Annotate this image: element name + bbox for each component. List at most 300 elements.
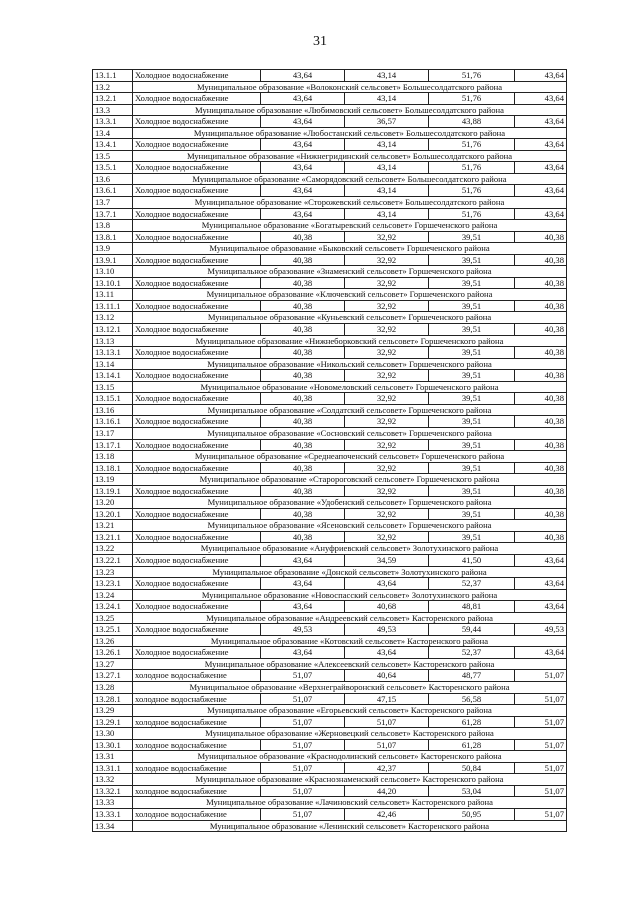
- value-cell-3: 39,51: [429, 440, 515, 452]
- value-cell-2: 32,92: [345, 347, 429, 359]
- value-cell-4: 40,38: [515, 532, 567, 544]
- table-section-row: [93, 266, 567, 278]
- value-cell-4: 51,07: [515, 786, 567, 798]
- value-cell-3: 39,51: [429, 370, 515, 382]
- row-number-cell: 13.22: [93, 543, 133, 555]
- value-cell-4: 40,38: [515, 440, 567, 452]
- table-section-row: [93, 613, 567, 625]
- table-section-row: [93, 728, 567, 740]
- table-row: [93, 717, 567, 729]
- value-cell-4: 51,07: [515, 763, 567, 775]
- municipality-title-cell: Муниципальное образование «Краснодолинский сельсовет» Касторенского района: [133, 751, 567, 763]
- value-cell-4: 43,64: [515, 209, 567, 221]
- value-cell-3: 61,28: [429, 740, 515, 752]
- municipality-title-cell: Муниципальное образование «Любимовский сельсовет» Большесолдатского района: [133, 105, 567, 117]
- service-name-cell: холодное водоснабжение: [133, 694, 261, 706]
- value-cell-2: 43,64: [345, 647, 429, 659]
- value-cell-3: 52,37: [429, 647, 515, 659]
- municipality-title-cell: Муниципальное образование «Егорьевский сельсовет» Касторенского района: [133, 705, 567, 717]
- value-cell-1: 40,38: [261, 393, 345, 405]
- service-name-cell: Холодное водоснабжение: [133, 601, 261, 613]
- value-cell-4: 49,53: [515, 624, 567, 636]
- value-cell-2: 32,92: [345, 255, 429, 267]
- municipality-title-cell: Муниципальное образование «Котовский сельсовет» Касторенского района: [133, 636, 567, 648]
- service-name-cell: Холодное водоснабжение: [133, 162, 261, 174]
- value-cell-3: 50,95: [429, 809, 515, 821]
- service-name-cell: Холодное водоснабжение: [133, 209, 261, 221]
- table-row: [93, 694, 567, 706]
- value-cell-4: 43,64: [515, 647, 567, 659]
- value-cell-2: 42,37: [345, 763, 429, 775]
- value-cell-3: 41,50: [429, 555, 515, 567]
- table-section-row: [93, 428, 567, 440]
- value-cell-2: 43,14: [345, 139, 429, 151]
- row-number-cell: 13.23.1: [93, 578, 133, 590]
- row-number-cell: 13.13: [93, 336, 133, 348]
- table-row: [93, 463, 567, 475]
- value-cell-4: 43,64: [515, 139, 567, 151]
- value-cell-4: 51,07: [515, 740, 567, 752]
- value-cell-1: 40,38: [261, 440, 345, 452]
- table-section-row: [93, 497, 567, 509]
- value-cell-1: 40,38: [261, 463, 345, 475]
- service-name-cell: Холодное водоснабжение: [133, 232, 261, 244]
- table-row: [93, 624, 567, 636]
- table-row: [93, 647, 567, 659]
- municipality-title-cell: Муниципальное образование «Ключевский сельсовет» Горшеченского района: [133, 289, 567, 301]
- value-cell-4: 43,64: [515, 555, 567, 567]
- row-number-cell: 13.26: [93, 636, 133, 648]
- service-name-cell: Холодное водоснабжение: [133, 116, 261, 128]
- table-section-row: [93, 705, 567, 717]
- row-number-cell: 13.14.1: [93, 370, 133, 382]
- service-name-cell: Холодное водоснабжение: [133, 324, 261, 336]
- value-cell-2: 32,92: [345, 370, 429, 382]
- value-cell-3: 61,28: [429, 717, 515, 729]
- value-cell-4: 40,38: [515, 324, 567, 336]
- table-row: [93, 532, 567, 544]
- value-cell-1: 51,07: [261, 694, 345, 706]
- value-cell-4: 43,64: [515, 70, 567, 82]
- municipality-title-cell: Муниципальное образование «Любостанский сельсовет» Большесолдатского района: [133, 128, 567, 140]
- value-cell-2: 49,53: [345, 624, 429, 636]
- row-number-cell: 13.24.1: [93, 601, 133, 613]
- table-section-row: [93, 151, 567, 163]
- value-cell-2: 42,46: [345, 809, 429, 821]
- service-name-cell: Холодное водоснабжение: [133, 578, 261, 590]
- table-section-row: [93, 312, 567, 324]
- service-name-cell: холодное водоснабжение: [133, 740, 261, 752]
- row-number-cell: 13.12: [93, 312, 133, 324]
- value-cell-3: 39,51: [429, 278, 515, 290]
- tariff-table: [92, 69, 567, 832]
- row-number-cell: 13.19.1: [93, 486, 133, 498]
- value-cell-1: 43,64: [261, 116, 345, 128]
- value-cell-1: 49,53: [261, 624, 345, 636]
- row-number-cell: 13.5.1: [93, 162, 133, 174]
- row-number-cell: 13.15: [93, 382, 133, 394]
- value-cell-4: 43,64: [515, 601, 567, 613]
- municipality-title-cell: Муниципальное образование «Верхнеграйворонский сельсовет» Касторенского района: [133, 682, 567, 694]
- municipality-title-cell: Муниципальное образование «Ануфриевский сельсовет» Золотухинского района: [133, 543, 567, 555]
- value-cell-3: 50,84: [429, 763, 515, 775]
- table-row: [93, 93, 567, 105]
- row-number-cell: 13.21.1: [93, 532, 133, 544]
- table-row: [93, 763, 567, 775]
- value-cell-2: 44,20: [345, 786, 429, 798]
- service-name-cell: холодное водоснабжение: [133, 786, 261, 798]
- municipality-title-cell: Муниципальное образование «Алексеевский сельсовет» Касторенского района: [133, 659, 567, 671]
- municipality-title-cell: Муниципальное образование «Волоконский сельсовет» Большесолдатского района: [133, 82, 567, 94]
- table-section-row: [93, 197, 567, 209]
- row-number-cell: 13.17.1: [93, 440, 133, 452]
- row-number-cell: 13.2.1: [93, 93, 133, 105]
- table-section-row: [93, 336, 567, 348]
- value-cell-4: 51,07: [515, 717, 567, 729]
- value-cell-2: 43,14: [345, 162, 429, 174]
- row-number-cell: 13.33.1: [93, 809, 133, 821]
- row-number-cell: 13.5: [93, 151, 133, 163]
- table-row: [93, 555, 567, 567]
- row-number-cell: 13.4: [93, 128, 133, 140]
- value-cell-4: 40,38: [515, 509, 567, 521]
- row-number-cell: 13.8.1: [93, 232, 133, 244]
- value-cell-2: 32,92: [345, 532, 429, 544]
- value-cell-3: 51,76: [429, 139, 515, 151]
- row-number-cell: 13.29.1: [93, 717, 133, 729]
- value-cell-1: 40,38: [261, 278, 345, 290]
- municipality-title-cell: Муниципальное образование «Новоспасский сельсовет» Золотухинского района: [133, 590, 567, 602]
- value-cell-3: 51,76: [429, 70, 515, 82]
- value-cell-1: 43,64: [261, 139, 345, 151]
- value-cell-3: 39,51: [429, 532, 515, 544]
- value-cell-3: 52,37: [429, 578, 515, 590]
- row-number-cell: 13.12.1: [93, 324, 133, 336]
- service-name-cell: Холодное водоснабжение: [133, 370, 261, 382]
- value-cell-1: 43,64: [261, 185, 345, 197]
- row-number-cell: 13.25: [93, 613, 133, 625]
- table-row: [93, 786, 567, 798]
- row-number-cell: 13.6.1: [93, 185, 133, 197]
- value-cell-4: 43,64: [515, 578, 567, 590]
- value-cell-2: 32,92: [345, 509, 429, 521]
- service-name-cell: Холодное водоснабжение: [133, 463, 261, 475]
- row-number-cell: 13.26.1: [93, 647, 133, 659]
- value-cell-2: 40,64: [345, 670, 429, 682]
- value-cell-1: 43,64: [261, 93, 345, 105]
- table-row: [93, 209, 567, 221]
- row-number-cell: 13.34: [93, 821, 133, 833]
- table-section-row: [93, 105, 567, 117]
- value-cell-2: 32,92: [345, 440, 429, 452]
- row-number-cell: 13.19: [93, 474, 133, 486]
- table-section-row: [93, 82, 567, 94]
- row-number-cell: 13.27: [93, 659, 133, 671]
- row-number-cell: 13.25.1: [93, 624, 133, 636]
- service-name-cell: Холодное водоснабжение: [133, 255, 261, 267]
- value-cell-1: 40,38: [261, 324, 345, 336]
- value-cell-2: 43,14: [345, 70, 429, 82]
- value-cell-4: 40,38: [515, 416, 567, 428]
- table-section-row: [93, 128, 567, 140]
- table-row: [93, 347, 567, 359]
- table-section-row: [93, 289, 567, 301]
- service-name-cell: холодное водоснабжение: [133, 670, 261, 682]
- value-cell-2: 32,92: [345, 232, 429, 244]
- row-number-cell: 13.8: [93, 220, 133, 232]
- service-name-cell: холодное водоснабжение: [133, 809, 261, 821]
- value-cell-4: 40,38: [515, 486, 567, 498]
- municipality-title-cell: Муниципальное образование «Сосновский сельсовет» Горшеченского района: [133, 428, 567, 440]
- table-section-row: [93, 659, 567, 671]
- row-number-cell: 13.24: [93, 590, 133, 602]
- value-cell-3: 56,58: [429, 694, 515, 706]
- value-cell-3: 51,76: [429, 209, 515, 221]
- value-cell-1: 43,64: [261, 162, 345, 174]
- value-cell-1: 51,07: [261, 740, 345, 752]
- value-cell-2: 34,59: [345, 555, 429, 567]
- row-number-cell: 13.9: [93, 243, 133, 255]
- value-cell-1: 40,38: [261, 301, 345, 313]
- value-cell-4: 40,38: [515, 463, 567, 475]
- value-cell-2: 32,92: [345, 324, 429, 336]
- municipality-title-cell: Муниципальное образование «Краснознаменский сельсовет» Касторенского района: [133, 774, 567, 786]
- table-row: [93, 185, 567, 197]
- row-number-cell: 13.20: [93, 497, 133, 509]
- value-cell-3: 51,76: [429, 162, 515, 174]
- value-cell-3: 59,44: [429, 624, 515, 636]
- value-cell-1: 40,38: [261, 255, 345, 267]
- value-cell-1: 43,64: [261, 647, 345, 659]
- service-name-cell: Холодное водоснабжение: [133, 93, 261, 105]
- value-cell-1: 40,38: [261, 532, 345, 544]
- municipality-title-cell: Муниципальное образование «Андреевский сельсовет» Касторенского района: [133, 613, 567, 625]
- row-number-cell: 13.32: [93, 774, 133, 786]
- municipality-title-cell: Муниципальное образование «Донской сельсовет» Золотухинского района: [133, 567, 567, 579]
- row-number-cell: 13.30: [93, 728, 133, 740]
- row-number-cell: 13.10: [93, 266, 133, 278]
- row-number-cell: 13.22.1: [93, 555, 133, 567]
- table-row: [93, 740, 567, 752]
- municipality-title-cell: Муниципальное образование «Солдатский сельсовет» Горшеченского района: [133, 405, 567, 417]
- value-cell-2: 32,92: [345, 416, 429, 428]
- table-section-row: [93, 474, 567, 486]
- value-cell-4: 40,38: [515, 370, 567, 382]
- service-name-cell: Холодное водоснабжение: [133, 509, 261, 521]
- municipality-title-cell: Муниципальное образование «Саморядовский сельсовет» Большесолдатского района: [133, 174, 567, 186]
- table-row: [93, 255, 567, 267]
- value-cell-2: 32,92: [345, 463, 429, 475]
- service-name-cell: Холодное водоснабжение: [133, 647, 261, 659]
- row-number-cell: 13.27.1: [93, 670, 133, 682]
- service-name-cell: Холодное водоснабжение: [133, 139, 261, 151]
- table-row: [93, 809, 567, 821]
- value-cell-1: 51,07: [261, 786, 345, 798]
- table-row: [93, 370, 567, 382]
- table-row: [93, 509, 567, 521]
- value-cell-2: 43,64: [345, 578, 429, 590]
- value-cell-2: 43,14: [345, 185, 429, 197]
- row-number-cell: 13.23: [93, 567, 133, 579]
- value-cell-3: 39,51: [429, 486, 515, 498]
- row-number-cell: 13.1.1: [93, 70, 133, 82]
- row-number-cell: 13.7.1: [93, 209, 133, 221]
- value-cell-2: 32,92: [345, 486, 429, 498]
- row-number-cell: 13.16: [93, 405, 133, 417]
- row-number-cell: 13.9.1: [93, 255, 133, 267]
- row-number-cell: 13.33: [93, 797, 133, 809]
- value-cell-2: 32,92: [345, 393, 429, 405]
- row-number-cell: 13.31: [93, 751, 133, 763]
- value-cell-1: 40,38: [261, 232, 345, 244]
- service-name-cell: холодное водоснабжение: [133, 763, 261, 775]
- value-cell-2: 51,07: [345, 740, 429, 752]
- value-cell-3: 39,51: [429, 416, 515, 428]
- municipality-title-cell: Муниципальное образование «Лачиновский сельсовет» Касторенского района: [133, 797, 567, 809]
- value-cell-1: 43,64: [261, 70, 345, 82]
- row-number-cell: 13.15.1: [93, 393, 133, 405]
- table-section-row: [93, 567, 567, 579]
- table-row: [93, 324, 567, 336]
- value-cell-1: 51,07: [261, 809, 345, 821]
- value-cell-2: 36,57: [345, 116, 429, 128]
- value-cell-1: 40,38: [261, 347, 345, 359]
- value-cell-3: 39,51: [429, 232, 515, 244]
- value-cell-4: 51,07: [515, 809, 567, 821]
- value-cell-3: 39,51: [429, 509, 515, 521]
- row-number-cell: 13.17: [93, 428, 133, 440]
- value-cell-4: 43,64: [515, 116, 567, 128]
- row-number-cell: 13.6: [93, 174, 133, 186]
- value-cell-3: 39,51: [429, 255, 515, 267]
- row-number-cell: 13.28: [93, 682, 133, 694]
- value-cell-1: 43,64: [261, 578, 345, 590]
- table-section-row: [93, 220, 567, 232]
- municipality-title-cell: Муниципальное образование «Нижнегридинский сельсовет» Большесолдатского района: [133, 151, 567, 163]
- value-cell-4: 43,64: [515, 185, 567, 197]
- value-cell-4: 51,07: [515, 694, 567, 706]
- service-name-cell: Холодное водоснабжение: [133, 278, 261, 290]
- value-cell-3: 48,77: [429, 670, 515, 682]
- table-row: [93, 232, 567, 244]
- municipality-title-cell: Муниципальное образование «Сторожевский сельсовет» Большесолдатского района: [133, 197, 567, 209]
- row-number-cell: 13.3: [93, 105, 133, 117]
- value-cell-2: 43,14: [345, 209, 429, 221]
- municipality-title-cell: Муниципальное образование «Новомеловский сельсовет» Горшеченского района: [133, 382, 567, 394]
- service-name-cell: холодное водоснабжение: [133, 717, 261, 729]
- table-row: [93, 301, 567, 313]
- row-number-cell: 13.7: [93, 197, 133, 209]
- value-cell-1: 40,38: [261, 416, 345, 428]
- table-row: [93, 139, 567, 151]
- value-cell-2: 43,14: [345, 93, 429, 105]
- value-cell-3: 51,76: [429, 185, 515, 197]
- row-number-cell: 13.11.1: [93, 301, 133, 313]
- value-cell-1: 40,38: [261, 370, 345, 382]
- value-cell-2: 40,68: [345, 601, 429, 613]
- table-row: [93, 70, 567, 82]
- value-cell-4: 40,38: [515, 278, 567, 290]
- table-row: [93, 486, 567, 498]
- row-number-cell: 13.13.1: [93, 347, 133, 359]
- value-cell-1: 40,38: [261, 509, 345, 521]
- row-number-cell: 13.18: [93, 451, 133, 463]
- table-row: [93, 416, 567, 428]
- table-row: [93, 670, 567, 682]
- row-number-cell: 13.3.1: [93, 116, 133, 128]
- row-number-cell: 13.21: [93, 520, 133, 532]
- municipality-title-cell: Муниципальное образование «Куньевский сельсовет» Горшеченского района: [133, 312, 567, 324]
- value-cell-2: 47,15: [345, 694, 429, 706]
- value-cell-4: 40,38: [515, 301, 567, 313]
- service-name-cell: Холодное водоснабжение: [133, 70, 261, 82]
- value-cell-3: 39,51: [429, 324, 515, 336]
- municipality-title-cell: Муниципальное образование «Ленинский сельсовет» Касторенского района: [133, 821, 567, 833]
- row-number-cell: 13.10.1: [93, 278, 133, 290]
- value-cell-3: 39,51: [429, 463, 515, 475]
- municipality-title-cell: Муниципальное образование «Жерновецкий сельсовет» Касторенского района: [133, 728, 567, 740]
- value-cell-4: 43,64: [515, 162, 567, 174]
- service-name-cell: Холодное водоснабжение: [133, 301, 261, 313]
- table-row: [93, 578, 567, 590]
- table-section-row: [93, 636, 567, 648]
- value-cell-4: 40,38: [515, 393, 567, 405]
- row-number-cell: 13.31.1: [93, 763, 133, 775]
- municipality-title-cell: Муниципальное образование «Быковский сельсовет» Горшеченского района: [133, 243, 567, 255]
- table-section-row: [93, 774, 567, 786]
- value-cell-4: 40,38: [515, 347, 567, 359]
- value-cell-1: 43,64: [261, 209, 345, 221]
- value-cell-3: 39,51: [429, 393, 515, 405]
- table-section-row: [93, 382, 567, 394]
- value-cell-1: 40,38: [261, 486, 345, 498]
- municipality-title-cell: Муниципальное образование «Удобенский сельсовет» Горшеченского района: [133, 497, 567, 509]
- value-cell-1: 51,07: [261, 763, 345, 775]
- table-row: [93, 116, 567, 128]
- table-section-row: [93, 405, 567, 417]
- row-number-cell: 13.2: [93, 82, 133, 94]
- table-section-row: [93, 520, 567, 532]
- table-section-row: [93, 359, 567, 371]
- value-cell-3: 53,04: [429, 786, 515, 798]
- row-number-cell: 13.29: [93, 705, 133, 717]
- table-row: [93, 162, 567, 174]
- row-number-cell: 13.11: [93, 289, 133, 301]
- municipality-title-cell: Муниципальное образование «Нижнеборковский сельсовет» Горшеченского района: [133, 336, 567, 348]
- service-name-cell: Холодное водоснабжение: [133, 347, 261, 359]
- table-section-row: [93, 451, 567, 463]
- row-number-cell: 13.18.1: [93, 463, 133, 475]
- table-row: [93, 393, 567, 405]
- value-cell-3: 48,81: [429, 601, 515, 613]
- table-section-row: [93, 543, 567, 555]
- municipality-title-cell: Муниципальное образование «Среднеапоченский сельсовет» Горшеченского района: [133, 451, 567, 463]
- row-number-cell: 13.14: [93, 359, 133, 371]
- value-cell-1: 43,64: [261, 555, 345, 567]
- value-cell-2: 51,07: [345, 717, 429, 729]
- table-section-row: [93, 751, 567, 763]
- table-section-row: [93, 821, 567, 833]
- value-cell-4: 43,64: [515, 93, 567, 105]
- service-name-cell: Холодное водоснабжение: [133, 555, 261, 567]
- table-section-row: [93, 590, 567, 602]
- municipality-title-cell: Муниципальное образование «Старороговский сельсовет» Горшеченского района: [133, 474, 567, 486]
- table-section-row: [93, 797, 567, 809]
- value-cell-3: 51,76: [429, 93, 515, 105]
- row-number-cell: 13.20.1: [93, 509, 133, 521]
- row-number-cell: 13.16.1: [93, 416, 133, 428]
- row-number-cell: 13.32.1: [93, 786, 133, 798]
